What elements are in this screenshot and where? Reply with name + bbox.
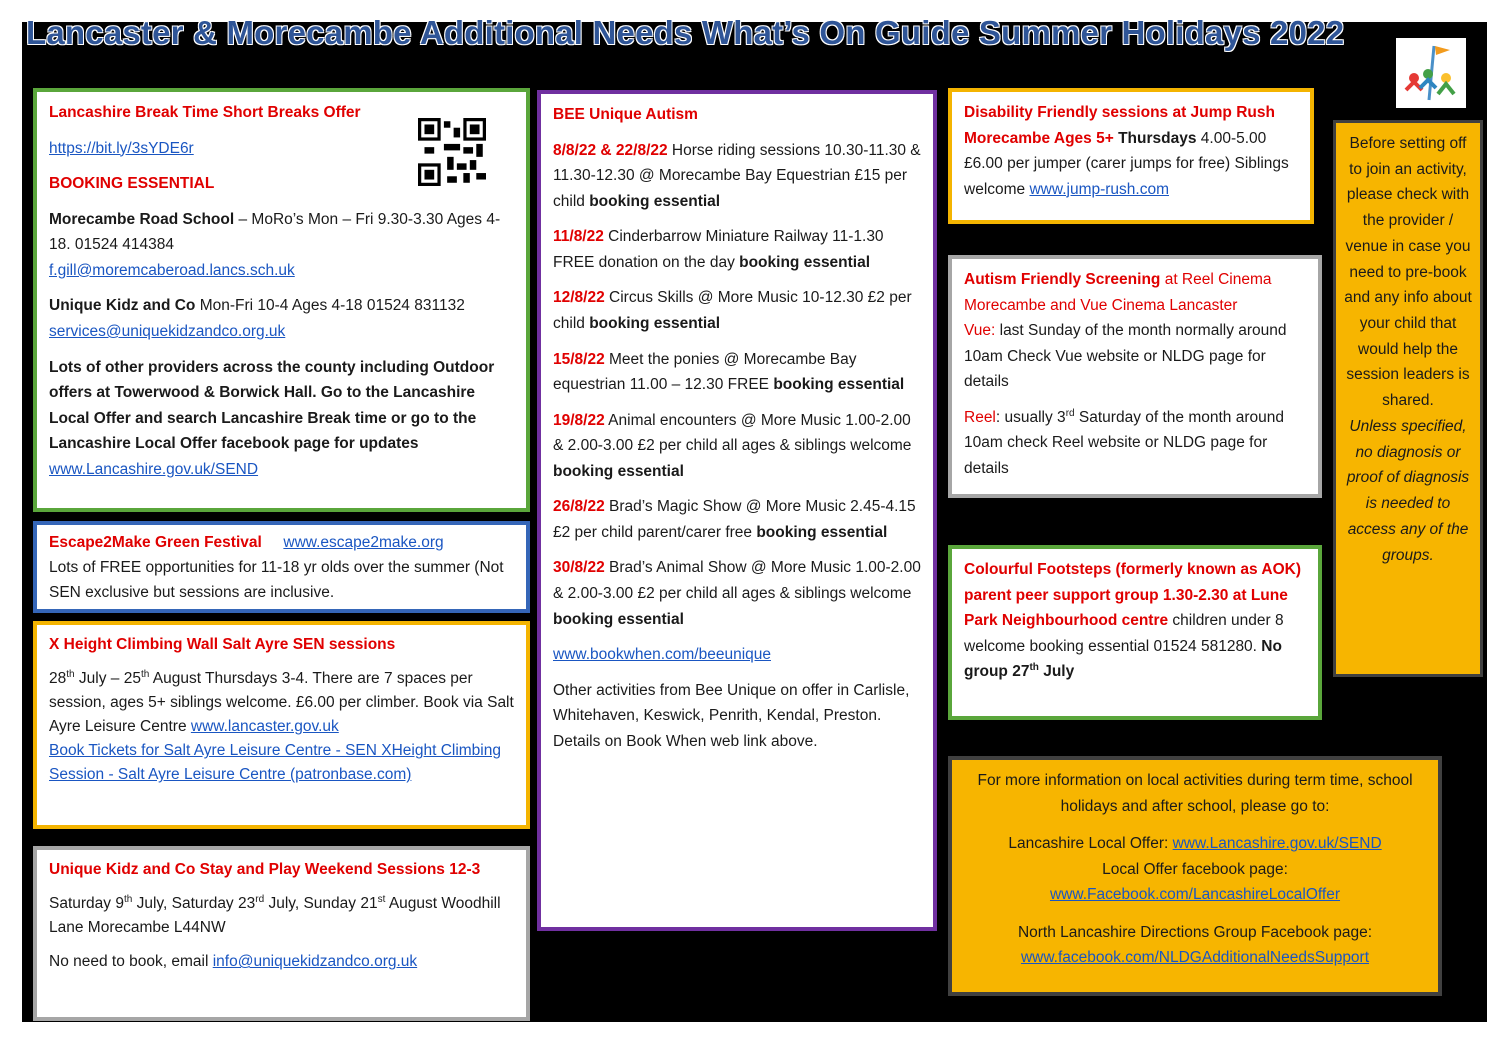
bee-heading: BEE Unique Autism bbox=[553, 106, 698, 123]
reel-text2: Saturday of the month around 10am check Reel website or NLDG page for details bbox=[964, 408, 1284, 477]
autism-heading: Autism Friendly Screening bbox=[964, 271, 1161, 288]
stay-play-t5: No need to book, email bbox=[49, 953, 213, 971]
qr-code-icon bbox=[418, 118, 486, 186]
reel-text1: : usually 3 bbox=[995, 408, 1066, 426]
footsteps-heading: Colourful Footsteps (formerly known as AOK) parent peer support group 1.30-2.30 at Lune Park Neighbourhood centre bbox=[964, 561, 1301, 630]
climbing-date2: July – 25 bbox=[74, 670, 141, 688]
send-link[interactable]: www.Lancashire.gov.uk/SEND bbox=[49, 460, 259, 478]
stay-play-s2: rd bbox=[255, 894, 265, 906]
booking-essential-label: BOOKING ESSENTIAL bbox=[49, 175, 215, 193]
nldg-link[interactable]: www.facebook.com/NLDGAdditionalNeedsSupport bbox=[1020, 949, 1370, 967]
bee-event-date: 12/8/22 bbox=[553, 289, 605, 307]
bee-event-date: 11/8/22 bbox=[553, 228, 604, 246]
fb-label: Local Offer facebook page: bbox=[1102, 860, 1288, 878]
bee-event-text: Cinderbarrow Miniature Railway 11-1.30 FREE donation on the day bbox=[553, 228, 884, 271]
bee-other-text: Other activities from Bee Unique on offer in Carlisle, Whitehaven, Keswick, Penrith, Kendal, Preston. Details on Book When web link above. bbox=[553, 681, 910, 750]
vue-label: Vue: bbox=[964, 322, 996, 340]
bee-event-text: Meet the ponies @ Morecambe Bay equestrian 11.00 – 12.30 FREE bbox=[553, 350, 857, 394]
bee-event-booking: booking essential bbox=[553, 610, 684, 628]
footsteps-july: July bbox=[1038, 663, 1075, 681]
climbing-date1-sup: th bbox=[66, 669, 75, 681]
lancaster-gov-link[interactable]: www.lancaster.gov.uk bbox=[190, 718, 339, 736]
bee-event-booking: booking essential bbox=[553, 462, 684, 480]
bee-event-booking: booking essential bbox=[756, 523, 888, 541]
llo-link[interactable]: www.Lancashire.gov.uk/SEND bbox=[1172, 835, 1382, 853]
escape2make-link[interactable]: www.escape2make.org bbox=[283, 534, 444, 551]
stay-play-box bbox=[33, 846, 530, 1021]
stay-play-heading: Unique Kidz and Co Stay and Play Weekend Sessions 12-3 bbox=[49, 861, 481, 878]
bee-event-booking: booking essential bbox=[773, 376, 905, 394]
jump-text: 4.00-5.00 £6.00 per jumper (carer jumps for free) Siblings welcome bbox=[964, 129, 1289, 198]
reel-sup: rd bbox=[1065, 407, 1075, 419]
more-info-box bbox=[948, 756, 1442, 996]
bee-event bbox=[553, 138, 921, 215]
bee-event bbox=[553, 347, 921, 398]
patronbase-link[interactable]: Book Tickets for Salt Ayre Leisure Centre - SEN XHeight Climbing Session - Salt Ayre Leisure Centre (patronbase.com) bbox=[49, 742, 501, 784]
stay-play-t4: August Woodhill Lane Morecambe L44NW bbox=[49, 895, 501, 937]
bee-event bbox=[553, 555, 921, 632]
jump-rush-link[interactable]: www.jump-rush.com bbox=[1029, 180, 1169, 198]
mrs-email-link[interactable]: f.gill@moremcaberoad.lancs.sch.uk bbox=[49, 261, 295, 279]
bee-event bbox=[553, 494, 921, 545]
bee-event-date: 8/8/22 & 22/8/22 bbox=[553, 141, 668, 159]
bee-event bbox=[553, 224, 921, 275]
climbing-box bbox=[33, 621, 530, 829]
climbing-date2-sup: th bbox=[140, 669, 150, 681]
footsteps-sup: th bbox=[1029, 662, 1039, 674]
jump-rush-box bbox=[948, 88, 1314, 224]
bee-event-text: Animal encounters @ More Music 1.00-2.00 & 2.00-3.00 £2 per child all ages & siblings welcome bbox=[553, 411, 912, 455]
escape2make-heading: Escape2Make Green Festival bbox=[49, 534, 262, 551]
info-intro: For more information on local activities during term time, school holidays and after school, please go to: bbox=[977, 772, 1413, 815]
reel-label: Reel bbox=[964, 408, 996, 426]
bookwhen-link[interactable]: www.bookwhen.com/beeunique bbox=[553, 646, 771, 664]
bee-event-date: 15/8/22 bbox=[553, 350, 605, 368]
stay-play-t3: July, Sunday 21 bbox=[264, 895, 378, 913]
stay-play-email-link[interactable]: info@uniquekidzandco.org.uk bbox=[212, 953, 418, 971]
vue-text: last Sunday of the month normally around 10am Check Vue website or NLDG page for details bbox=[964, 322, 1287, 391]
facebook-local-offer-link[interactable]: www.Facebook.com/LancashireLocalOffer bbox=[1049, 886, 1341, 904]
climbing-heading: X Height Climbing Wall Salt Ayre SEN sessions bbox=[49, 636, 396, 653]
mrs-name: Morecambe Road School bbox=[49, 210, 235, 228]
bee-event bbox=[553, 408, 921, 485]
climbing-date1: 28 bbox=[49, 670, 67, 688]
stay-play-t1: Saturday 9 bbox=[49, 895, 124, 913]
bee-event-booking: booking essential bbox=[589, 314, 721, 332]
footsteps-box bbox=[948, 545, 1322, 720]
footsteps-text: children under 8 welcome booking essential 01524 581280. bbox=[964, 612, 1284, 655]
llo-label: Lancashire Local Offer: bbox=[1008, 835, 1173, 853]
nldg-label: North Lancashire Directions Group Facebook page: bbox=[1017, 923, 1373, 941]
bee-event-date: 26/8/22 bbox=[553, 498, 605, 516]
bee-unique-box bbox=[537, 90, 937, 931]
bee-event-text: Horse riding sessions 10.30-11.30 & 11.30-12.30 @ Morecambe Bay Equestrian £15 per child bbox=[553, 141, 921, 210]
escape2make-box bbox=[33, 521, 530, 613]
advice-text: Before setting off to join an activity, please check with the provider / venue in case you need to pre-book and any info about your child that would help the session leaders is shared. bbox=[1344, 135, 1472, 410]
break-time-heading: Lancashire Break Time Short Breaks Offer bbox=[49, 104, 361, 121]
bee-event-booking: booking essential bbox=[589, 192, 721, 210]
family-logo-icon bbox=[1396, 38, 1466, 108]
mrs-text: – MoRo’s Mon – Fri 9.30-3.30 Ages 4-18. 01524 414384 bbox=[49, 210, 501, 254]
page-title: Lancaster & Morecambe Additional Needs What’s On Guide Summer Holidays 2022 bbox=[26, 14, 1345, 51]
stay-play-s3: st bbox=[377, 894, 386, 906]
jump-heading: Disability Friendly sessions at Jump Rush Morecambe Ages 5+ bbox=[964, 104, 1275, 147]
climbing-text: August Thursdays 3-4. There are 7 spaces per session, ages 5+ siblings welcome. £6.00 per climber. Book via Salt Ayre Leisure Centre bbox=[49, 670, 514, 736]
bee-event-booking: booking essential bbox=[739, 253, 871, 271]
advice-italic: Unless specified, no diagnosis or proof of diagnosis is needed to access any of the groups. bbox=[1346, 417, 1470, 564]
ukc-email-link[interactable]: services@uniquekidzandco.org.uk bbox=[49, 322, 286, 340]
bee-event-date: 30/8/22 bbox=[553, 559, 605, 577]
bee-event bbox=[553, 285, 921, 336]
other-providers-text: Lots of other providers across the county including Outdoor offers at Towerwood & Borwick Hall. Go to the Lancashire Local Offer and search Lancashire Break time or go to the Lancashire Local Offer facebook page for updates bbox=[49, 358, 495, 453]
escape2make-text: Lots of FREE opportunities for 11-18 yr olds over the summer (Not SEN exclusive but sessions are inclusive. bbox=[49, 558, 504, 601]
ukc-text: Mon-Fri 10-4 Ages 4-18 01524 831132 bbox=[195, 297, 465, 315]
bee-event-text: Brad’s Magic Show @ More Music 2.45-4.15 £2 per child parent/carer free bbox=[553, 498, 916, 541]
stay-play-t2: July, Saturday 23 bbox=[132, 895, 256, 913]
break-time-link[interactable]: https://bit.ly/3sYDE6r bbox=[49, 139, 194, 157]
ukc-name: Unique Kidz and Co bbox=[49, 297, 196, 315]
advice-note bbox=[1333, 120, 1483, 677]
autism-screening-box bbox=[948, 255, 1322, 498]
bee-event-date: 19/8/22 bbox=[553, 411, 605, 429]
break-time-box bbox=[33, 88, 530, 512]
stay-play-s1: th bbox=[123, 894, 133, 906]
bee-event-text: Brad’s Animal Show @ More Music 1.00-2.00 & 2.00-3.00 £2 per child all ages & siblings welcome bbox=[553, 559, 921, 602]
bee-event-text: Circus Skills @ More Music 10-12.30 £2 per child bbox=[553, 289, 912, 332]
footsteps-no-group: No group 27 bbox=[964, 637, 1282, 681]
jump-day: Thursdays bbox=[1113, 129, 1197, 147]
autism-heading2: at Reel Cinema Morecambe and Vue Cinema Lancaster bbox=[964, 271, 1272, 314]
